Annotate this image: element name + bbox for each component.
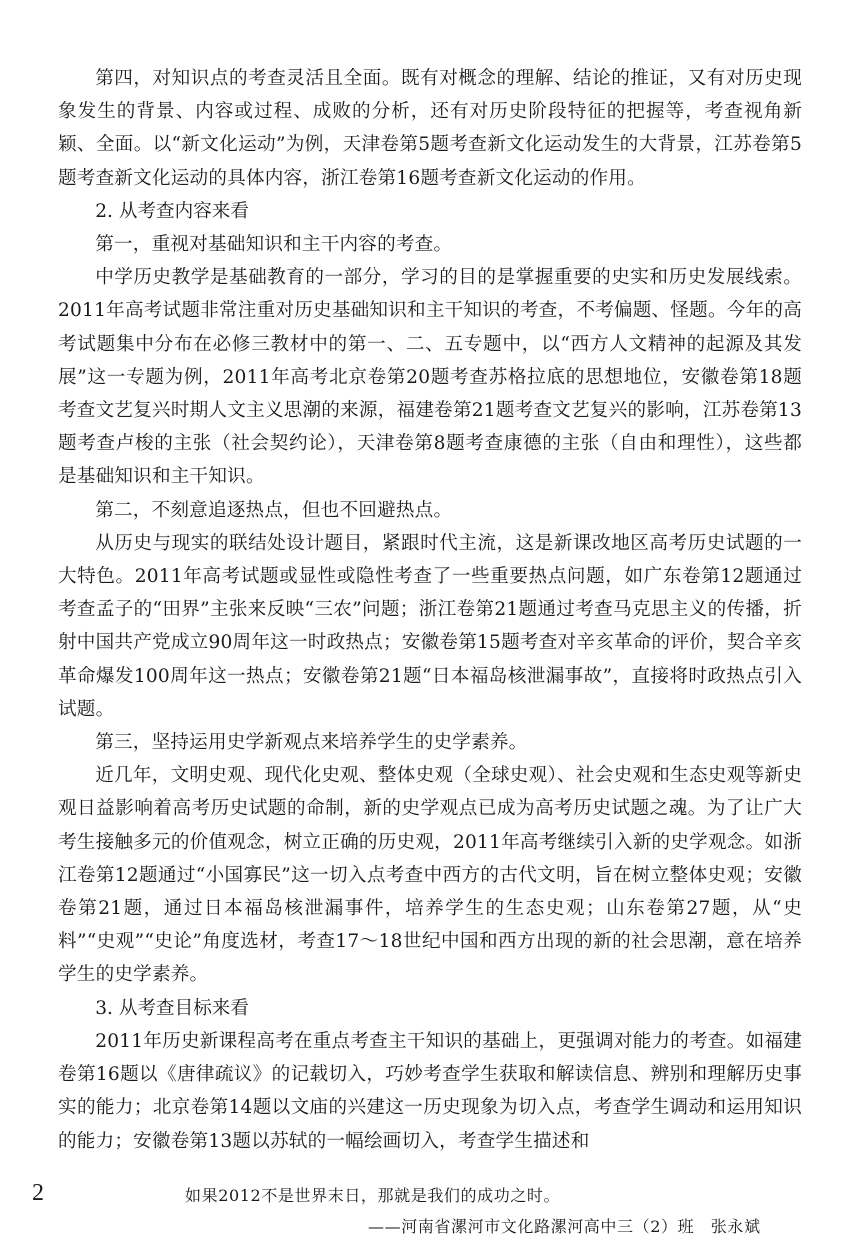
paragraph-historical-views: 近几年，文明史观、现代化史观、整体史观（全球史观）、社会史观和生态史观等新史观日益影响着高考历史试题的命制，新的史学观点已成为高考历史试题之魂。为了让广大考生接触多元的价值观念，树立正确的历史观，2011年高考继续引入新的史学观念。如浙江卷第12题通过“小国寡民”这一切入点考查中西方的古代文明，旨在树立整体史观；安徽卷第21题，通过日本福岛核泄漏事件，培养学生的生态史观；山东卷第27题，从“史料”“史观”“史论”角度选材，考查17～18世纪中国和西方出现的新的社会思潮，意在培养学生的史学素养。	[58, 765, 802, 986]
footer-quote: 如果2012不是世界末日，那就是我们的成功之时。	[185, 1186, 561, 1205]
paragraph-ability: 2011年历史新课程高考在重点考查主干知识的基础上，更强调对能力的考查。如福建卷第16题以《唐律疏议》的记载切入，巧妙考查学生获取和解读信息、辨别和理解历史事实的能力；北京卷第14题以文庙的兴建这一历史现象为切入点，考查学生调动和运用知识的能力；安徽卷第13题以苏轼的一幅绘画切入，考查学生描述和	[58, 1030, 802, 1152]
paragraph-point-three: 第三，坚持运用史学新观点来培养学生的史学素养。	[95, 732, 528, 754]
paragraph-basic-knowledge: 中学历史教学是基础教育的一部分，学习的目的是掌握重要的史实和历史发展线索。2011年高考试题非常注重对历史基础知识和主干知识的考查，不考偏题、怪题。今年的高考试题集中分布在必修三教材中的第一、二、五专题中，以“西方人文精神的起源及其发展”这一专题为例，2011年高考北京卷第20题考查苏格拉底的思想地位，安徽卷第18题考查文艺复兴时期人文主义思潮的来源，福建卷第21题考查文艺复兴的影响，江苏卷第13题考查卢梭的主张（社会契约论），天津卷第8题考查康德的主张（自由和理性），这些都是基础知识和主干知识。	[58, 267, 802, 488]
section-heading-content: 2. 从考查内容来看	[95, 200, 249, 222]
article-body	[58, 62, 802, 1158]
section-heading-objectives: 3. 从考查目标来看	[95, 997, 249, 1019]
paragraph-point-one: 第一，重视对基础知识和主干内容的考查。	[95, 234, 453, 256]
paragraph-point-two: 第二，不刻意追逐热点，但也不回避热点。	[95, 499, 453, 521]
paragraph-hot-topics: 从历史与现实的联结处设计题目，紧跟时代主流，这是新课改地区高考历史试题的一大特色。2011年高考试题或显性或隐性考查了一些重要热点问题，如广东卷第12题通过考查孟子的“田界”主张来反映“三农”问题；浙江卷第21题通过考查马克思主义的传播，折射中国共产党成立90周年这一时政热点；安徽卷第15题考查对辛亥革命的评价，契合辛亥革命爆发100周年这一热点；安徽卷第21题“日本福岛核泄漏事故”，直接将时政热点引入试题。	[58, 532, 802, 720]
page-number: 2	[32, 1180, 44, 1206]
footer-signature: ——河南省漯河市文化路漯河高中三（2）班 张永斌	[368, 1217, 761, 1236]
paragraph-knowledge-points: 第四，对知识点的考查灵活且全面。既有对概念的理解、结论的推证，又有对历史现象发生的背景、内容或过程、成败的分析，还有对历史阶段特征的把握等，考查视角新颖、全面。以“新文化运动”为例，天津卷第5题考查新文化运动发生的大背景，江苏卷第5题考查新文化运动的具体内容，浙江卷第16题考查新文化运动的作用。	[58, 68, 802, 189]
